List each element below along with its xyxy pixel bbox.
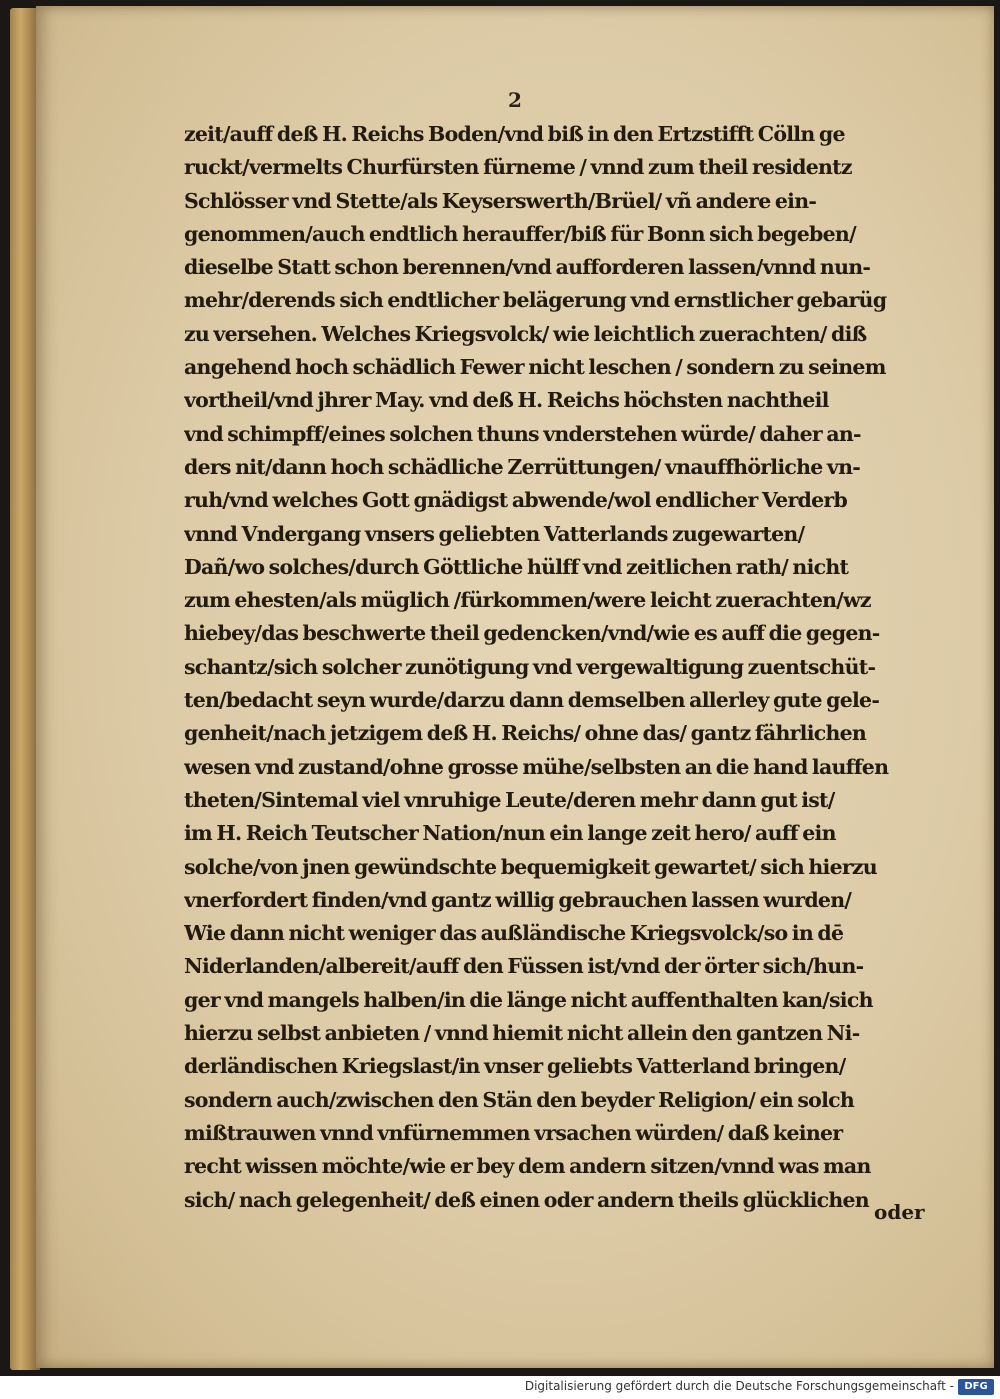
text-line: sich/ nach gelegenheit/ deß einen oder andern theils glücklichen bbox=[184, 1187, 869, 1212]
text-line: zeit/auff deß H. Reichs Boden/vnd biß in den Ertzstifft Cölln ge bbox=[184, 122, 845, 146]
text-line: genheit/nach jetzigem deß H. Reichs/ ohne das/ gantz fährlichen bbox=[184, 721, 867, 746]
text-line: dieselbe Statt schon berennen/vnd aufforderen lassen/vnnd nun- bbox=[184, 255, 871, 280]
text-line: genommen/auch endtlich herauffer/biß für Bonn sich begeben/ bbox=[184, 221, 856, 246]
text-line: ger vnd mangels halben/in die länge nicht auffenthalten kan/sich bbox=[184, 987, 873, 1012]
text-line: derländischen Kriegslast/in vnser geliebts Vatterland bringen/ bbox=[184, 1054, 846, 1079]
text-line: schantz/sich solcher zunötigung vnd vergewaltigung zuentschüt- bbox=[184, 654, 876, 679]
text-line: sondern auch/zwischen den Stän den beyder Religion/ ein solch bbox=[184, 1087, 855, 1112]
text-line: hiebey/das beschwerte theil gedencken/vnd/wie es auff die gegen- bbox=[184, 621, 880, 646]
text-line: zum ehesten/als müglich /fürkommen/were leicht zuerachten/wz bbox=[184, 588, 871, 613]
text-line: ten/bedacht seyn wurde/darzu dann demselben allerley gute gele- bbox=[184, 688, 880, 713]
page-number: 2 bbox=[508, 88, 522, 112]
text-line: mißtrauwen vnnd vnfürnemmen vrsachen würden/ daß keiner bbox=[184, 1120, 843, 1145]
catchword: oder bbox=[874, 1200, 925, 1224]
text-line: hierzu selbst anbieten / vnnd hiemit nicht allein den gantzen Ni- bbox=[184, 1021, 860, 1046]
text-line: vnnd Vndergang vnsers geliebten Vatterlands zugewarten/ bbox=[184, 521, 805, 546]
dfg-logo[interactable]: DFG bbox=[958, 1379, 994, 1395]
text-line: angehend hoch schädlich Fewer nicht leschen / sondern zu seinem bbox=[184, 355, 886, 380]
text-line: recht wissen möchte/wie er bey dem andern sitzen/vnnd was man bbox=[184, 1154, 871, 1179]
text-line: zu versehen. Welches Kriegsvolck/ wie leichtlich zuerachten/ diß bbox=[184, 321, 867, 346]
text-line: Wie dann nicht weniger das außländische Kriegsvolck/so in dē bbox=[184, 921, 844, 946]
text-line: vnerfordert finden/vnd gantz willig gebrauchen lassen wurden/ bbox=[184, 887, 852, 912]
text-line: Dañ/wo solches/durch Göttliche hülff vnd zeitlichen rath/ nicht bbox=[184, 554, 849, 579]
funding-notice: Digitalisierung gefördert durch die Deutsche Forschungsgemeinschaft - bbox=[524, 1379, 954, 1393]
text-line: vnd schimpff/eines solchen thuns vnderstehen würde/ daher an- bbox=[184, 421, 861, 446]
text-line: Niderlanden/albereit/auff den Füssen ist/vnd der örter sich/hun- bbox=[184, 954, 864, 979]
text-line: ruh/vnd welches Gott gnädigst abwende/wol endlicher Verderb bbox=[184, 488, 848, 513]
text-line: im H. Reich Teutscher Nation/nun ein lange zeit hero/ auff ein bbox=[184, 821, 836, 846]
text-line: Schlösser vnd Stette/als Keyserswerth/Brüel/ vñ andere ein- bbox=[184, 188, 817, 213]
text-line: theten/Sintemal viel vnruhige Leute/deren mehr dann gut ist/ bbox=[184, 787, 835, 812]
text-line: ruckt/vermelts Churfürsten fürneme / vnnd zum theil residentz bbox=[184, 155, 852, 180]
text-line: vortheil/vnd jhrer May. vnd deß H. Reichs höchsten nachtheil bbox=[184, 388, 829, 413]
body-text bbox=[184, 118, 954, 1217]
text-line: wesen vnd zustand/ohne grosse mühe/selbsten an die hand lauffen bbox=[184, 754, 889, 779]
text-line: ders nit/dann hoch schädliche Zerrüttungen/ vnauffhörliche vn- bbox=[184, 454, 861, 479]
text-line: mehr/derends sich endtlicher belägerung vnd ernstlicher gebarüg bbox=[184, 288, 887, 313]
text-line: solche/von jnen gewündschte bequemigkeit gewartet/ sich hierzu bbox=[184, 854, 877, 879]
footer-bar bbox=[0, 1376, 1000, 1399]
